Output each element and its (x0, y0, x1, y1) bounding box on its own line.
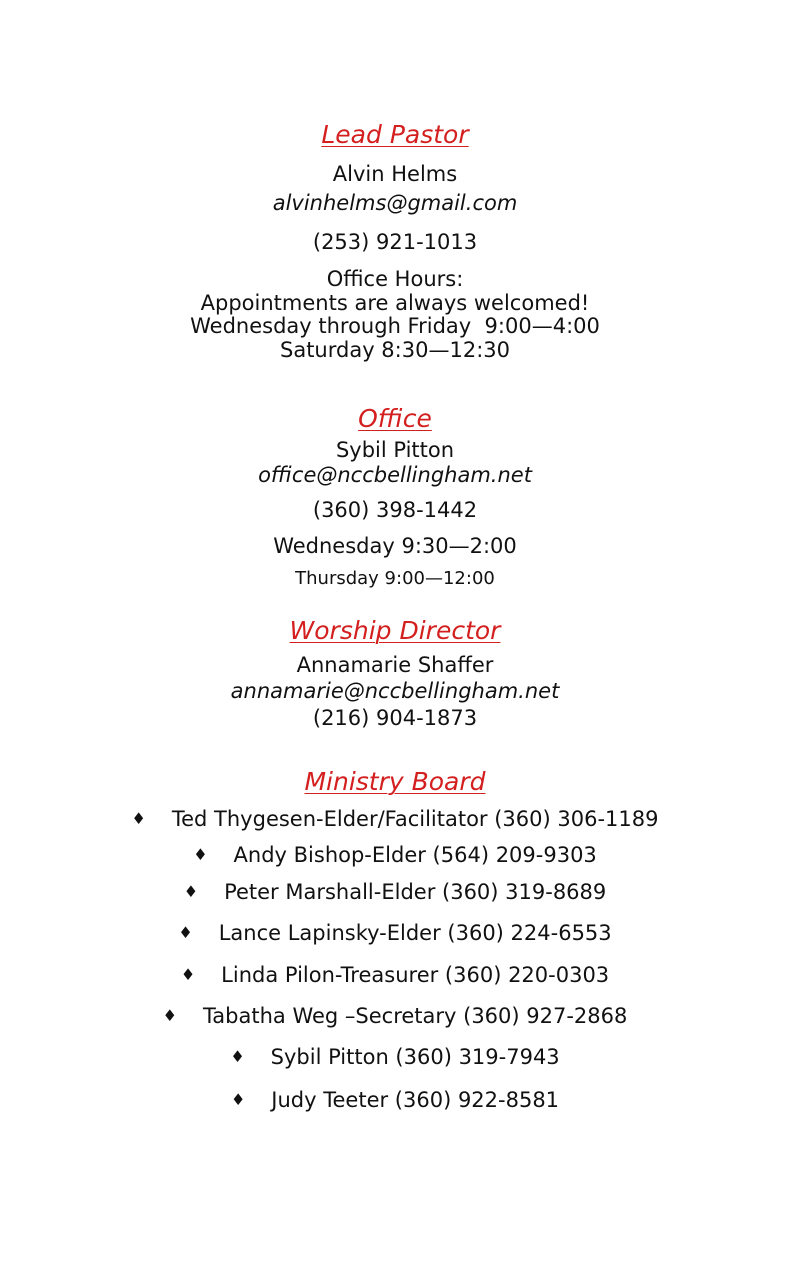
board-member-text: Sybil Pitton (360) 319-7943 (270, 1045, 560, 1069)
board-member (0, 845, 790, 866)
office-heading: Office (358, 404, 432, 433)
office-hours-label: Office Hours: (326, 267, 464, 291)
lead-pastor-heading: Lead Pastor (321, 120, 469, 149)
ministry-board-heading: Ministry Board (304, 767, 486, 796)
office-hours-line: Wednesday through Friday 9:00—4:00 (190, 314, 600, 338)
office-hours-line: Appointments are always welcomed! (200, 291, 590, 315)
diamond-bullet-icon: ♦ (180, 965, 196, 984)
diamond-bullet-icon: ♦ (193, 845, 208, 864)
board-member-text: Andy Bishop-Elder (564) 209-9303 (233, 843, 597, 867)
diamond-bullet-icon: ♦ (183, 882, 199, 901)
board-member-text: Lance Lapinsky-Elder (360) 224-6553 (218, 921, 612, 945)
board-member (0, 882, 790, 903)
office-hours-line: Thursday 9:00—12:00 (295, 568, 495, 589)
board-member (0, 809, 790, 830)
lead-pastor-email[interactable]: alvinhelms@gmail.com (272, 191, 518, 215)
lead-pastor-name: Alvin Helms (332, 162, 458, 186)
worship-director-email[interactable]: annamarie@nccbellingham.net (230, 679, 560, 703)
board-member-text: Tabatha Weg –Secretary (360) 927-2868 (202, 1004, 628, 1028)
office-email[interactable]: office@nccbellingham.net (258, 463, 532, 487)
office-phone[interactable]: (360) 398-1442 (312, 498, 478, 522)
diamond-bullet-icon: ♦ (178, 923, 193, 942)
office-name: Sybil Pitton (335, 438, 455, 462)
diamond-bullet-icon: ♦ (131, 809, 146, 828)
board-member (0, 1047, 790, 1068)
board-member (0, 965, 790, 986)
board-member-text: Peter Marshall-Elder (360) 319-8689 (224, 880, 607, 904)
diamond-bullet-icon: ♦ (230, 1047, 245, 1066)
diamond-bullet-icon: ♦ (162, 1006, 177, 1025)
board-member-text: Ted Thygesen-Elder/Facilitator (360) 306-1189 (171, 807, 659, 831)
board-member (0, 1090, 790, 1111)
diamond-bullet-icon: ♦ (230, 1090, 246, 1109)
lead-pastor-phone[interactable]: (253) 921-1013 (312, 230, 478, 254)
board-member-text: Judy Teeter (360) 922-8581 (271, 1088, 560, 1112)
board-member-text: Linda Pilon-Treasurer (360) 220-0303 (221, 963, 610, 987)
office-hours-line: Saturday 8:30—12:30 (280, 338, 510, 362)
board-member (0, 923, 790, 944)
worship-director-name: Annamarie Shaffer (296, 653, 494, 677)
board-member (0, 1006, 790, 1027)
worship-director-phone[interactable]: (216) 904-1873 (312, 706, 478, 730)
office-hours-line: Wednesday 9:30—2:00 (273, 534, 517, 558)
worship-director-heading: Worship Director (289, 616, 501, 645)
